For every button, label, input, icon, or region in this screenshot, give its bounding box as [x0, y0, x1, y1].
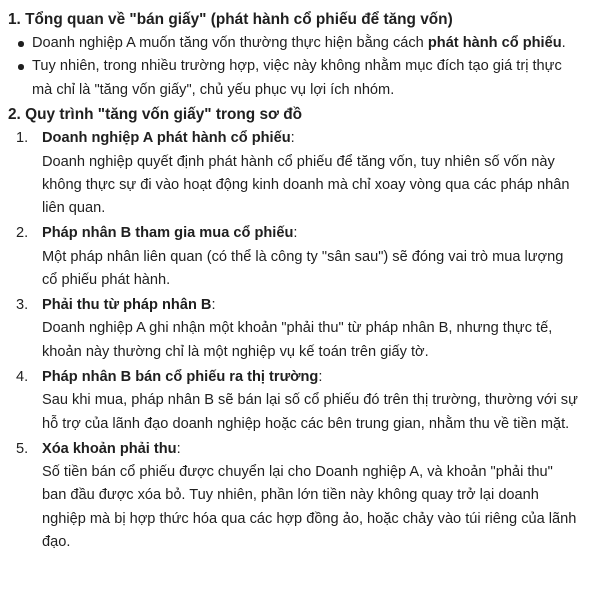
bullet-1-text: Doanh nghiệp A muốn tăng vốn thường thực hiện bằng cách — [32, 35, 428, 51]
step-heading-bold: Pháp nhân B tham gia mua cổ phiếu — [42, 225, 294, 242]
step-heading — [42, 294, 578, 317]
section-1-bullets — [8, 32, 592, 102]
section-1-title: 1. Tổng quan về "bán giấy" (phát hành cổ phiếu để tăng vốn) — [8, 11, 453, 28]
bullet-dot-icon — [18, 64, 24, 70]
step-item-1 — [16, 127, 578, 221]
step-body: Một pháp nhân liên quan (có thể là công ty "sân sau") sẽ đóng vai trò mua lượng cổ phiếu phát hành. — [42, 248, 564, 289]
step-number: 3. — [16, 297, 29, 314]
step-heading-bold: Xóa khoản phải thu — [42, 440, 177, 457]
step-heading — [42, 366, 578, 389]
section-2-title: 2. Quy trình "tăng vốn giấy" trong sơ đồ — [8, 106, 303, 124]
step-heading-bold: Phải thu từ pháp nhân B — [42, 297, 212, 314]
step-number: 1. — [16, 130, 29, 147]
step-heading — [42, 127, 578, 150]
bullet-1-end: . — [561, 35, 566, 51]
step-heading-colon: : — [293, 225, 298, 242]
step-heading — [42, 222, 578, 245]
step-number: 4. — [16, 368, 29, 385]
step-heading-colon: : — [318, 368, 323, 385]
bullet-dot-icon — [18, 41, 24, 47]
step-item-3 — [16, 294, 578, 364]
step-number: 5. — [16, 440, 29, 457]
step-heading-bold: Pháp nhân B bán cổ phiếu ra thị trường — [42, 368, 319, 385]
step-heading-colon: : — [176, 440, 181, 457]
bullet-item-1 — [32, 32, 582, 55]
step-body: Doanh nghiệp quyết định phát hành cổ phiếu để tăng vốn, tuy nhiên số vốn này không thực sự đi vào hoạt động kinh doanh mà chỉ xoay vòng qua các pháp nhân liên quan. — [42, 153, 570, 217]
bullet-2-text: Tuy nhiên, trong nhiều trường hợp, việc này không nhằm mục đích tạo giá trị thực mà chỉ là "tăng vốn giấy", chủ yếu phục vụ lợi ích nhóm. — [32, 58, 562, 98]
section-2-steps — [8, 127, 592, 554]
step-heading — [42, 438, 578, 461]
step-item-2 — [16, 222, 578, 292]
step-body: Số tiền bán cổ phiếu được chuyển lại cho Doanh nghiệp A, và khoản "phải thu" ban đầu được xóa bỏ. Tuy nhiên, phần lớn tiền này không quay trở lại doanh nghiệp mà bị hợp thức hóa qua các hợp đồng ảo, hoặc chảy vào túi riêng của lãnh đạo. — [42, 463, 577, 551]
step-heading-colon: : — [211, 297, 216, 314]
step-heading-colon: : — [290, 130, 295, 147]
step-heading-bold: Doanh nghiệp A phát hành cổ phiếu — [42, 130, 291, 147]
step-number: 2. — [16, 225, 29, 242]
bullet-1-bold: phát hành cổ phiếu — [427, 35, 562, 51]
step-item-4 — [16, 366, 578, 436]
bullet-item-2 — [32, 55, 582, 102]
step-body: Doanh nghiệp A ghi nhận một khoản "phải thu" từ pháp nhân B, nhưng thực tế, khoản này thường chỉ là một nghiệp vụ kế toán trên giấy tờ. — [42, 320, 553, 360]
step-body: Sau khi mua, pháp nhân B sẽ bán lại số cổ phiếu đó trên thị trường, thường với sự hỗ trợ của lãnh đạo doanh nghiệp hoặc các bên trung gian, nhằm thu về tiền mặt. — [42, 392, 578, 432]
step-item-5 — [16, 438, 578, 555]
